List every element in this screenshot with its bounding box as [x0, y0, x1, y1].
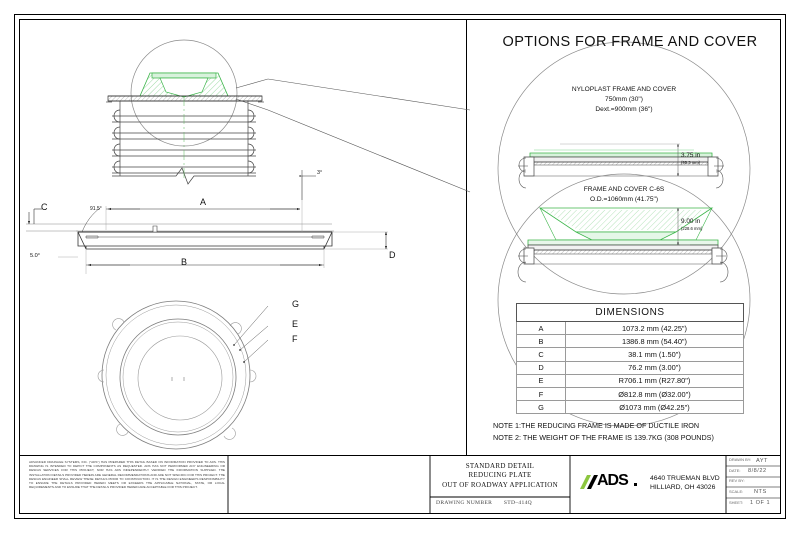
detail-title-line3: OUT OF ROADWAY APPLICATION [442, 480, 558, 489]
detail-top-line3: Dext.=900mm (36") [595, 106, 653, 113]
dimensions-table-title: DIMENSIONS [517, 304, 744, 322]
dim-key: D [517, 361, 566, 374]
meta-label-scale: SCALE: [729, 489, 744, 494]
options-panel-title: OPTIONS FOR FRAME AND COVER [502, 34, 758, 50]
drawing-number-label: DRAWING NUMBER [436, 500, 493, 506]
dim-key: G [517, 401, 566, 414]
detail-top-line1: NYLOPLAST FRAME AND COVER [571, 86, 677, 93]
table-row [517, 335, 744, 348]
title-block-detail-name [436, 462, 564, 490]
plan-label-e: E [292, 319, 299, 329]
meta-value-drawn-by: AYT [756, 458, 768, 464]
section-label-b: B [181, 257, 188, 267]
detail-bottom-dim-mm: (228.6 mm) [681, 226, 703, 231]
dim-value: 76.2 mm (3.00") [566, 361, 744, 374]
dim-key: B [517, 335, 566, 348]
meta-value-scale: NTS [754, 489, 767, 495]
dim-value: 1073.2 mm (42.25") [566, 322, 744, 335]
detail-title-line1: STANDARD DETAIL [465, 462, 535, 470]
drawing-number-row [436, 500, 564, 506]
plan-label-f: F [292, 334, 298, 344]
table-row [517, 387, 744, 400]
detail-bottom-line2: O.D.=1060mm (41.75") [589, 196, 659, 203]
legal-disclaimer: ADVANCED DRAINAGE SYSTEMS, INC. ("ADS") HAS PREPARED THIS DETAIL BASED ON INFORMATION PROVIDED TO ADS. THIS DRAWING IS INTENDED TO DEPICT THE COMPONENTS AS REQUESTED. ADS HAS NOT PERFORMED ANY ENGINEERING OR DESIGN SERVICES FOR THIS PROJECT, NOR HAS ADS INDEPENDENTLY VERIFIED THE INFORMATION SUPPLIED. THE INSTALLATION DETAILS PROVIDED HEREIN ARE GENERAL RECOMMENDATIONS AND ARE NOT SPECIFIC FOR THIS PROJECT. THE DESIGN ENGINEER SHALL REVIEW THESE DETAILS PRIOR TO CONSTRUCTION. IT IS THE DESIGN ENGINEER'S RESPONSIBILITY TO ENSURE THE DETAILS PROVIDED HEREIN MEETS OR EXCEEDS THE APPLICABLE NATIONAL, STATE, OR LOCAL REQUIREMENTS AND TO ENSURE THAT THE DETAILS PROVIDED HEREIN ARE ACCEPTABLE FOR THIS PROJECT. [29, 460, 225, 490]
meta-label-drawn-by: DRAWN BY: [729, 457, 752, 462]
dim-key: F [517, 387, 566, 400]
detail-top-dim-inches: 3.75 in [681, 152, 701, 159]
table-row [517, 348, 744, 361]
meta-label-date: DATE: [729, 468, 741, 473]
detail-bottom-dim-inches: 9.00 in [681, 218, 701, 225]
dim-value: Ø1073 mm (Ø42.25") [566, 401, 744, 414]
section-angle-top: 3° [317, 170, 323, 176]
section-label-a: A [200, 197, 207, 207]
table-row [517, 401, 744, 414]
section-label-c: C [41, 202, 48, 212]
detail-title-line2: REDUCING PLATE [468, 471, 532, 480]
address-line-2: HILLIARD, OH 43026 [650, 484, 716, 491]
ads-logo-dot [634, 483, 637, 486]
dim-value: R706.1 mm (R27.80") [566, 374, 744, 387]
detail-top-line2: 750mm (30") [605, 96, 643, 103]
dim-key: E [517, 374, 566, 387]
table-row [517, 361, 744, 374]
dim-value: 1386.8 mm (54.40") [566, 335, 744, 348]
plan-view [98, 301, 268, 449]
dim-value: Ø812.8 mm (Ø32.00") [566, 387, 744, 400]
detail-top-dim-mm: (95.3 mm) [681, 160, 701, 165]
detail-bottom-line1: FRAME AND COVER C-6S [583, 186, 665, 193]
section-angle-left: 91.5° [90, 206, 102, 212]
address-line-1: 4640 TRUEMAN BLVD [650, 475, 720, 482]
dimensions-table [516, 303, 744, 414]
table-row [517, 374, 744, 387]
dim-key: A [517, 322, 566, 335]
meta-label-rev-by: REV BY: [729, 478, 745, 483]
riser-section-view [106, 40, 470, 192]
plan-label-g: G [292, 299, 300, 309]
company-address [650, 474, 720, 492]
meta-label-sheet: SHEET: [729, 500, 744, 505]
dim-key: C [517, 348, 566, 361]
table-row [517, 322, 744, 335]
ads-wordmark: ADS [597, 472, 628, 489]
meta-value-date: 8/8/22 [748, 468, 767, 474]
reducing-plate-section-view [26, 170, 388, 274]
drawing-number-value: STD–414Q [503, 500, 533, 506]
note-1: NOTE 1:THE REDUCING FRAME IS MADE OF DUCTILE IRON [493, 421, 700, 430]
section-angle-bottom: 5.0° [30, 253, 41, 259]
meta-value-sheet: 1 OF 1 [750, 500, 771, 506]
section-label-d: D [389, 250, 396, 260]
note-2: NOTE 2: THE WEIGHT OF THE FRAME IS 139.7KG (308 POUNDS) [493, 433, 714, 442]
dim-value: 38.1 mm (1.50") [566, 348, 744, 361]
